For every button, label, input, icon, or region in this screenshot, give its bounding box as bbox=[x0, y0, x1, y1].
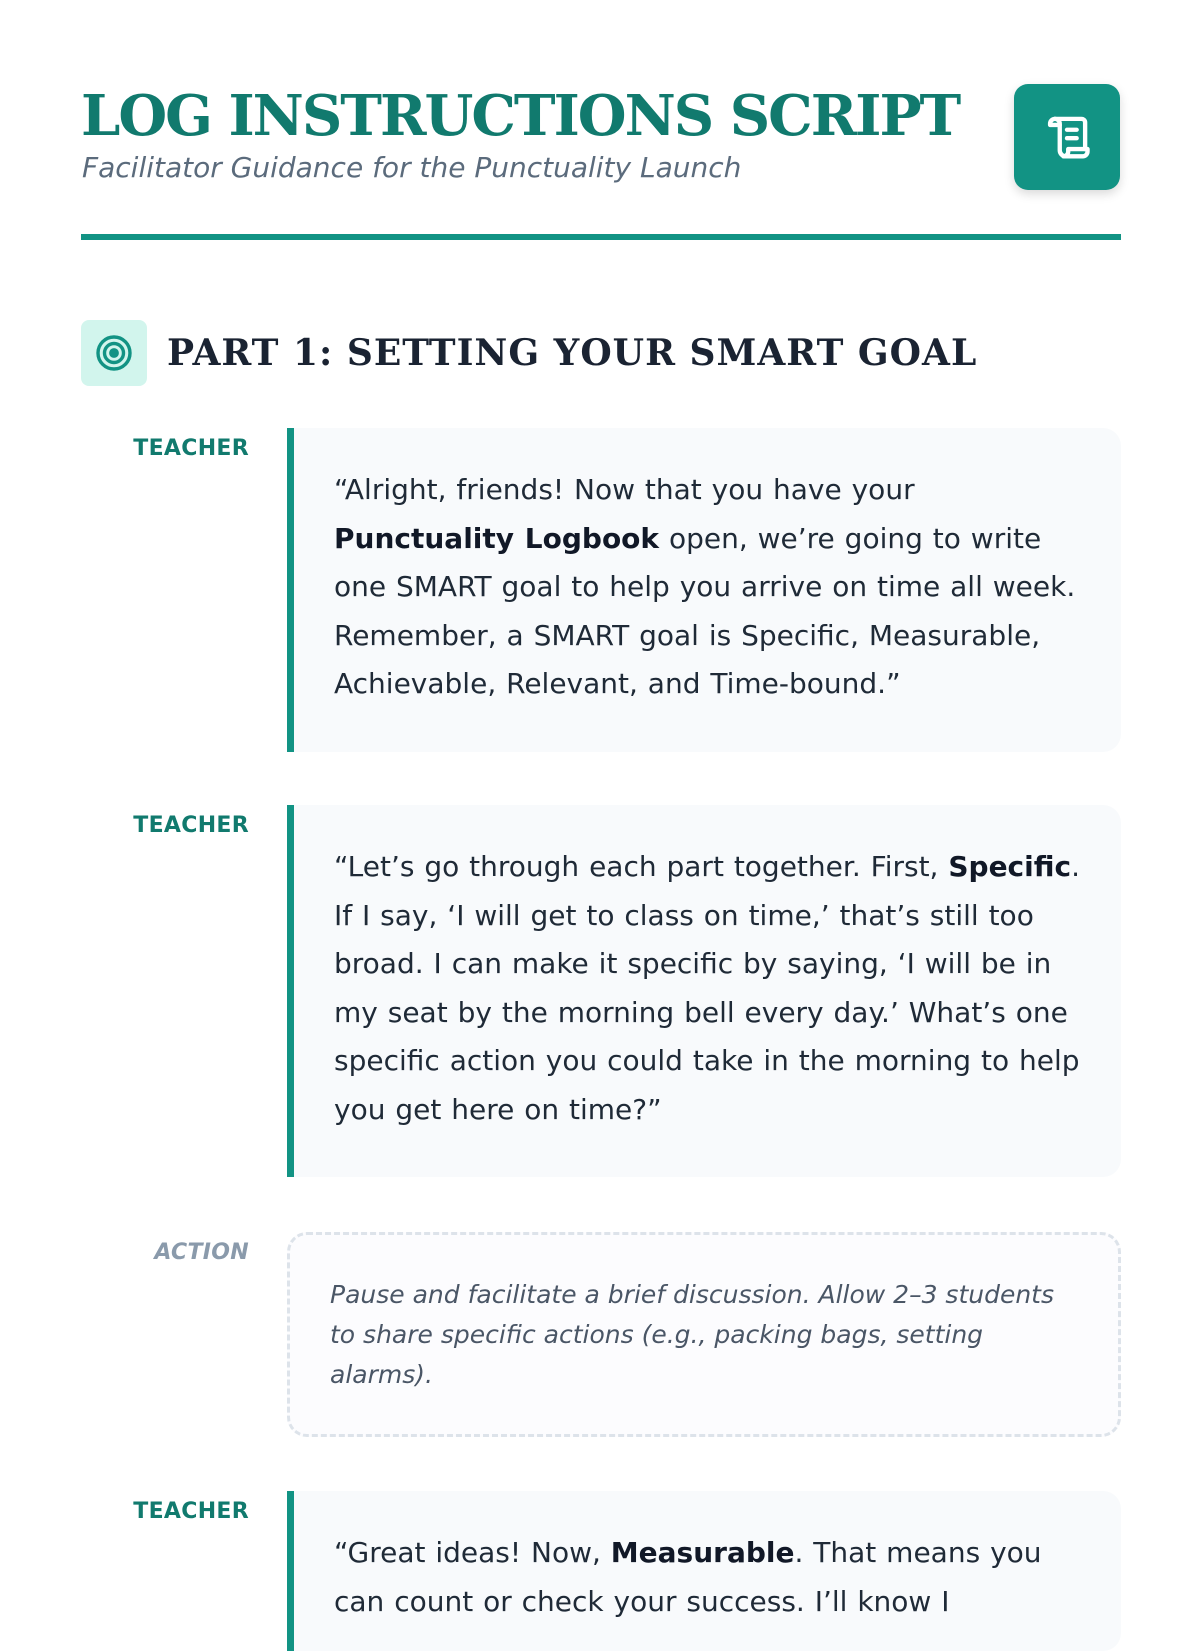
section-title: PART 1: SETTING YOUR SMART GOAL bbox=[167, 332, 978, 374]
scroll-icon bbox=[1038, 108, 1096, 166]
section-heading bbox=[81, 320, 977, 386]
action-text: Pause and facilitate a brief discussion. Allow 2–3 students to share specific actions (e.g., packing bags, setting alarms). bbox=[330, 1280, 1055, 1389]
action-note bbox=[287, 1232, 1121, 1437]
page-header bbox=[81, 80, 1121, 240]
speech-text: “Great ideas! Now, bbox=[334, 1536, 611, 1569]
speech-text: . If I say, ‘I will get to class on time,’ that’s still too broad. I can make it specific by saying, ‘I will be in my seat by the morning bell every day.’ What’s one specific action you could take in the morning to help you get here on time?” bbox=[334, 850, 1081, 1126]
speaker-label: TEACHER bbox=[133, 1499, 249, 1524]
speech-emphasis: Specific bbox=[948, 850, 1072, 883]
teacher-speech bbox=[287, 805, 1121, 1177]
teacher-speech bbox=[287, 428, 1121, 752]
speaker-label: TEACHER bbox=[133, 436, 249, 461]
page-subtitle: Facilitator Guidance for the Punctuality Launch bbox=[82, 151, 742, 184]
speech-text: open, we’re going to write one SMART goal to help you arrive on time all week. Remember, a SMART goal is Specific, Measurable, Achievable, Relevant, and Time-bound.” bbox=[334, 521, 1076, 700]
speaker-label: TEACHER bbox=[133, 813, 249, 838]
script-badge bbox=[1014, 84, 1120, 190]
action-label: ACTION bbox=[154, 1240, 249, 1265]
speech-text: “Let’s go through each part together. First, bbox=[334, 850, 949, 883]
teacher-speech bbox=[287, 1491, 1121, 1651]
speech-text: “Alright, friends! Now that you have your bbox=[334, 473, 915, 506]
speech-emphasis: Measurable bbox=[610, 1536, 795, 1569]
target-icon bbox=[94, 333, 134, 373]
page-title: LOG INSTRUCTIONS SCRIPT bbox=[81, 83, 960, 149]
header-divider bbox=[81, 234, 1121, 240]
section-icon-badge bbox=[81, 320, 147, 386]
speech-emphasis: Punctuality Logbook bbox=[334, 521, 660, 555]
speech-text: . That means you can count or check your success. I’ll know I bbox=[334, 1536, 1042, 1618]
